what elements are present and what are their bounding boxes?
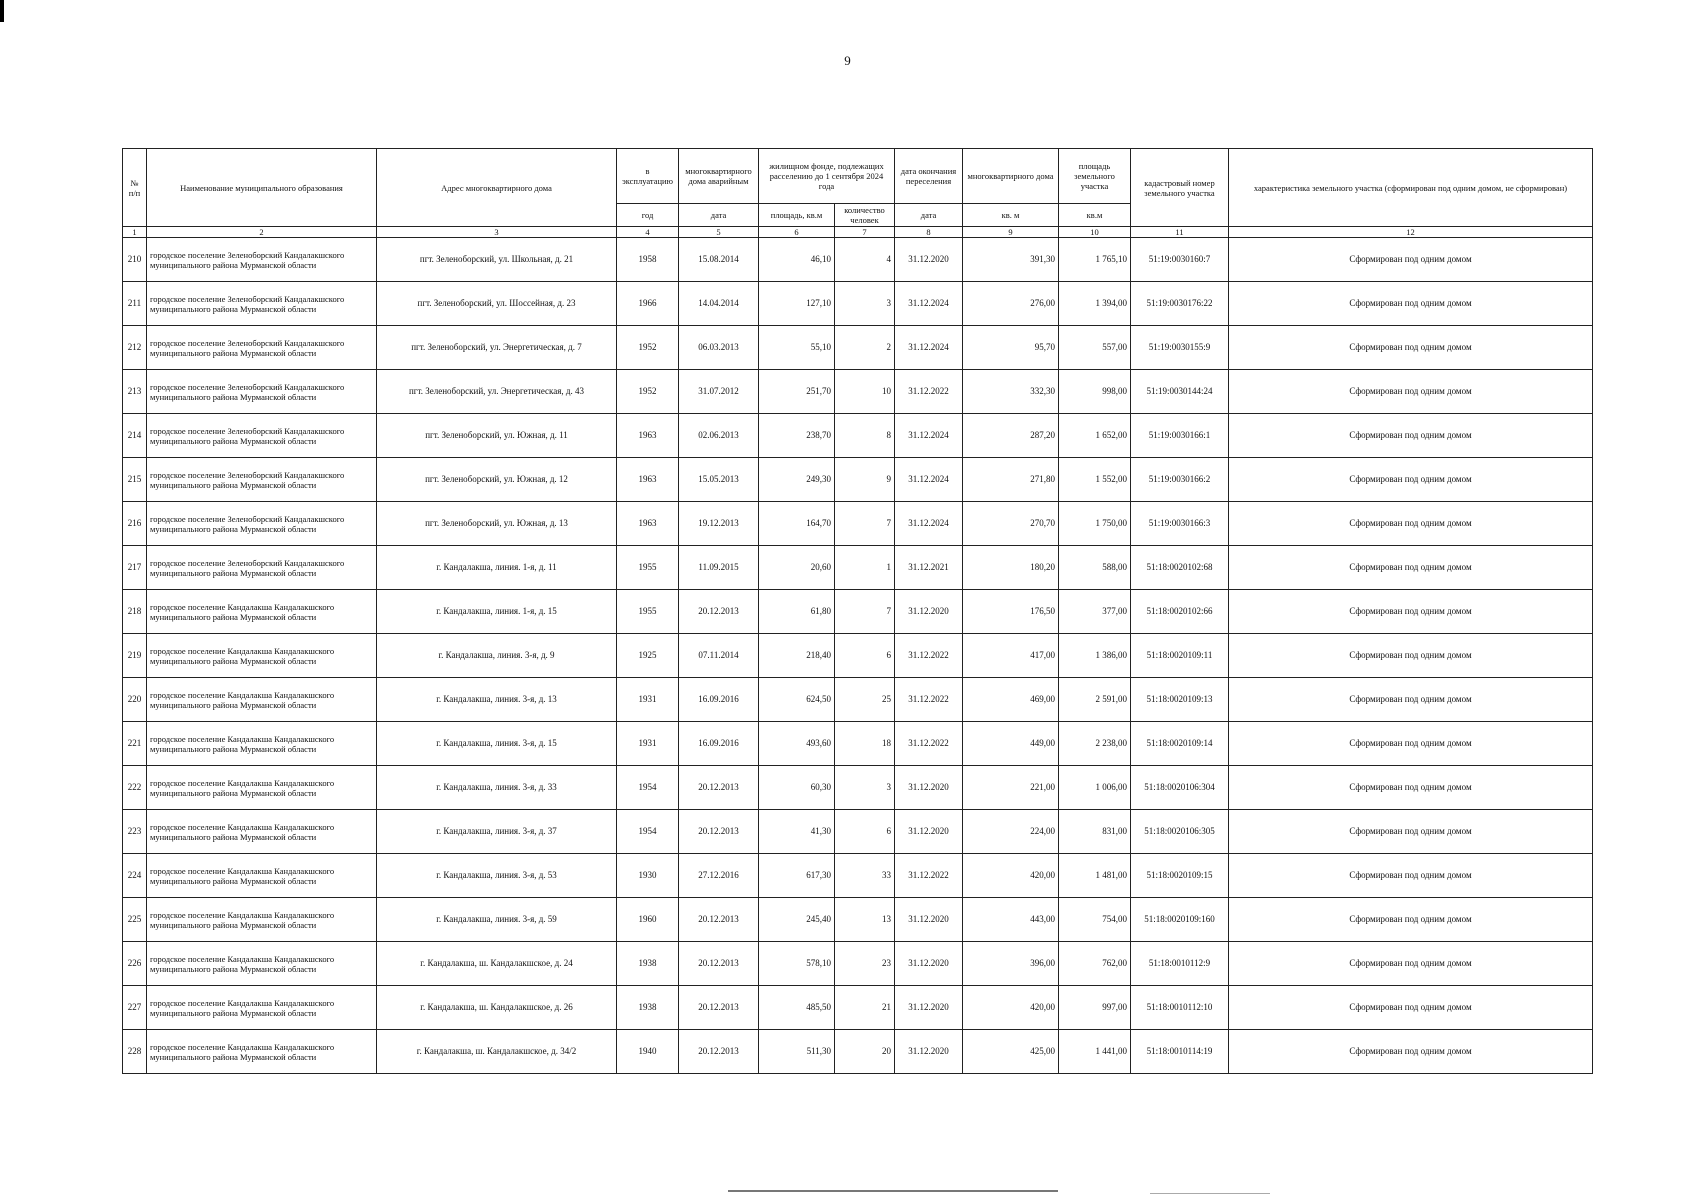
cadastral-number-cell: 51:18:0010112:10: [1131, 986, 1229, 1030]
resettlement-area-cell: 493,60: [759, 722, 835, 766]
land-area-cell: 1 552,00: [1059, 458, 1131, 502]
header-row: [123, 149, 1593, 204]
commissioning-year-cell: 1931: [617, 722, 679, 766]
plot-status-cell: Сформирован под одним домом: [1229, 238, 1593, 282]
resettlement-area-cell: 249,30: [759, 458, 835, 502]
address-cell: г. Кандалакша, линия. 3-я, д. 15: [377, 722, 617, 766]
house-area-cell: 443,00: [963, 898, 1059, 942]
municipality-cell: городское поселение Зеленоборский Кандалакшского муниципального района Мурманской области: [147, 238, 377, 282]
municipality-cell: городское поселение Зеленоборский Кандалакшского муниципального района Мурманской области: [147, 458, 377, 502]
plot-status-cell: Сформирован под одним домом: [1229, 634, 1593, 678]
land-area-cell: 1 394,00: [1059, 282, 1131, 326]
resettlement-area-cell: 245,40: [759, 898, 835, 942]
persons-count-cell: 7: [835, 502, 895, 546]
house-area-cell: 420,00: [963, 986, 1059, 1030]
persons-count-cell: 7: [835, 590, 895, 634]
house-area-cell: 176,50: [963, 590, 1059, 634]
column-number: 4: [617, 227, 679, 238]
header-land-area: площадь земельного участка: [1059, 149, 1131, 204]
cadastral-number-cell: 51:19:0030166:1: [1131, 414, 1229, 458]
resettlement-end-date-cell: 31.12.2022: [895, 854, 963, 898]
table-row: [123, 458, 1593, 502]
plot-status-cell: Сформирован под одним домом: [1229, 326, 1593, 370]
persons-count-cell: 25: [835, 678, 895, 722]
table-row: [123, 1030, 1593, 1074]
column-number: 2: [147, 227, 377, 238]
registry-body: [123, 227, 1593, 1074]
scan-artifact-line: [728, 1190, 1058, 1192]
column-number: 10: [1059, 227, 1131, 238]
land-area-cell: 377,00: [1059, 590, 1131, 634]
commissioning-year-cell: 1954: [617, 810, 679, 854]
column-number: 12: [1229, 227, 1593, 238]
land-area-cell: 1 750,00: [1059, 502, 1131, 546]
land-area-cell: 762,00: [1059, 942, 1131, 986]
resettlement-end-date-cell: 31.12.2022: [895, 678, 963, 722]
cadastral-number-cell: 51:18:0020109:11: [1131, 634, 1229, 678]
address-cell: г. Кандалакша, ш. Кандалакшское, д. 34/2: [377, 1030, 617, 1074]
municipality-cell: городское поселение Зеленоборский Кандалакшского муниципального района Мурманской области: [147, 326, 377, 370]
plot-status-cell: Сформирован под одним домом: [1229, 678, 1593, 722]
address-cell: г. Кандалакша, линия. 3-я, д. 59: [377, 898, 617, 942]
emergency-date-cell: 19.12.2013: [679, 502, 759, 546]
emergency-date-cell: 20.12.2013: [679, 810, 759, 854]
table-row: [123, 282, 1593, 326]
plot-status-cell: Сформирован под одним домом: [1229, 458, 1593, 502]
table-row: [123, 238, 1593, 282]
column-number-row: [123, 227, 1593, 238]
persons-count-cell: 10: [835, 370, 895, 414]
resettlement-end-date-cell: 31.12.2020: [895, 942, 963, 986]
commissioning-year-cell: 1960: [617, 898, 679, 942]
house-area-cell: 449,00: [963, 722, 1059, 766]
table-row: [123, 634, 1593, 678]
resettlement-end-date-cell: 31.12.2024: [895, 326, 963, 370]
header-no: № п/п: [123, 149, 147, 227]
table-row: [123, 590, 1593, 634]
plot-status-cell: Сформирован под одним домом: [1229, 502, 1593, 546]
address-cell: г. Кандалакша, линия. 1-я, д. 15: [377, 590, 617, 634]
row-number: 228: [123, 1030, 147, 1074]
commissioning-year-cell: 1958: [617, 238, 679, 282]
municipality-cell: городское поселение Кандалакша Кандалакшского муниципального района Мурманской области: [147, 898, 377, 942]
row-number: 227: [123, 986, 147, 1030]
cadastral-number-cell: 51:19:0030166:3: [1131, 502, 1229, 546]
house-area-cell: 271,80: [963, 458, 1059, 502]
subheader-year: год: [617, 204, 679, 227]
municipality-cell: городское поселение Зеленоборский Кандалакшского муниципального района Мурманской области: [147, 370, 377, 414]
header-resettlement: жилищном фонде, подлежащих расселению до 1 сентября 2024 года: [759, 149, 895, 204]
resettlement-end-date-cell: 31.12.2024: [895, 414, 963, 458]
resettlement-area-cell: 251,70: [759, 370, 835, 414]
resettlement-area-cell: 41,30: [759, 810, 835, 854]
address-cell: г. Кандалакша, ш. Кандалакшское, д. 24: [377, 942, 617, 986]
house-area-cell: 425,00: [963, 1030, 1059, 1074]
emergency-date-cell: 07.11.2014: [679, 634, 759, 678]
cadastral-number-cell: 51:19:0030176:22: [1131, 282, 1229, 326]
row-number: 217: [123, 546, 147, 590]
land-area-cell: 1 441,00: [1059, 1030, 1131, 1074]
land-area-cell: 588,00: [1059, 546, 1131, 590]
resettlement-area-cell: 511,30: [759, 1030, 835, 1074]
land-area-cell: 1 006,00: [1059, 766, 1131, 810]
address-cell: г. Кандалакша, линия. 3-я, д. 13: [377, 678, 617, 722]
cadastral-number-cell: 51:19:0030155:9: [1131, 326, 1229, 370]
persons-count-cell: 13: [835, 898, 895, 942]
resettlement-area-cell: 578,10: [759, 942, 835, 986]
scan-edge-mark: [0, 0, 4, 22]
resettlement-end-date-cell: 31.12.2020: [895, 898, 963, 942]
row-number: 218: [123, 590, 147, 634]
emergency-date-cell: 31.07.2012: [679, 370, 759, 414]
municipality-cell: городское поселение Кандалакша Кандалакшского муниципального района Мурманской области: [147, 942, 377, 986]
resettlement-end-date-cell: 31.12.2022: [895, 722, 963, 766]
commissioning-year-cell: 1952: [617, 326, 679, 370]
persons-count-cell: 3: [835, 282, 895, 326]
table-row: [123, 722, 1593, 766]
resettlement-end-date-cell: 31.12.2020: [895, 810, 963, 854]
table-row: [123, 766, 1593, 810]
plot-status-cell: Сформирован под одним домом: [1229, 282, 1593, 326]
subheader-date: дата: [679, 204, 759, 227]
table-row: [123, 898, 1593, 942]
address-cell: г. Кандалакша, линия. 3-я, д. 33: [377, 766, 617, 810]
column-number: 7: [835, 227, 895, 238]
house-area-cell: 417,00: [963, 634, 1059, 678]
resettlement-end-date-cell: 31.12.2020: [895, 590, 963, 634]
cadastral-number-cell: 51:18:0020102:66: [1131, 590, 1229, 634]
subheader-area: площадь, кв.м: [759, 204, 835, 227]
resettlement-area-cell: 164,70: [759, 502, 835, 546]
land-area-cell: 831,00: [1059, 810, 1131, 854]
column-number: 3: [377, 227, 617, 238]
emergency-date-cell: 20.12.2013: [679, 590, 759, 634]
row-number: 222: [123, 766, 147, 810]
address-cell: г. Кандалакша, линия. 3-я, д. 37: [377, 810, 617, 854]
resettlement-area-cell: 238,70: [759, 414, 835, 458]
emergency-date-cell: 14.04.2014: [679, 282, 759, 326]
emergency-date-cell: 20.12.2013: [679, 942, 759, 986]
header-house-area: многоквартирного дома: [963, 149, 1059, 204]
cadastral-number-cell: 51:18:0010114:19: [1131, 1030, 1229, 1074]
persons-count-cell: 2: [835, 326, 895, 370]
column-number: 8: [895, 227, 963, 238]
table-row: [123, 370, 1593, 414]
persons-count-cell: 6: [835, 634, 895, 678]
municipality-cell: городское поселение Кандалакша Кандалакшского муниципального района Мурманской области: [147, 986, 377, 1030]
commissioning-year-cell: 1963: [617, 458, 679, 502]
cadastral-number-cell: 51:19:0030160:7: [1131, 238, 1229, 282]
land-area-cell: 557,00: [1059, 326, 1131, 370]
municipality-cell: городское поселение Кандалакша Кандалакшского муниципального района Мурманской области: [147, 590, 377, 634]
house-area-cell: 391,30: [963, 238, 1059, 282]
resettlement-end-date-cell: 31.12.2024: [895, 458, 963, 502]
header-end-date: дата окончания переселения: [895, 149, 963, 204]
emergency-date-cell: 15.08.2014: [679, 238, 759, 282]
emergency-date-cell: 20.12.2013: [679, 986, 759, 1030]
plot-status-cell: Сформирован под одним домом: [1229, 546, 1593, 590]
persons-count-cell: 20: [835, 1030, 895, 1074]
table-row: [123, 942, 1593, 986]
commissioning-year-cell: 1955: [617, 546, 679, 590]
commissioning-year-cell: 1955: [617, 590, 679, 634]
cadastral-number-cell: 51:18:0020109:13: [1131, 678, 1229, 722]
house-area-cell: 332,30: [963, 370, 1059, 414]
row-number: 220: [123, 678, 147, 722]
subheader-persons: количество человек: [835, 204, 895, 227]
persons-count-cell: 21: [835, 986, 895, 1030]
emergency-date-cell: 06.03.2013: [679, 326, 759, 370]
house-area-cell: 287,20: [963, 414, 1059, 458]
resettlement-area-cell: 127,10: [759, 282, 835, 326]
plot-status-cell: Сформирован под одним домом: [1229, 722, 1593, 766]
address-cell: г. Кандалакша, линия. 3-я, д. 53: [377, 854, 617, 898]
address-cell: пгт. Зеленоборский, ул. Школьная, д. 21: [377, 238, 617, 282]
persons-count-cell: 9: [835, 458, 895, 502]
house-area-cell: 270,70: [963, 502, 1059, 546]
table-row: [123, 326, 1593, 370]
house-area-cell: 396,00: [963, 942, 1059, 986]
commissioning-year-cell: 1966: [617, 282, 679, 326]
municipality-cell: городское поселение Зеленоборский Кандалакшского муниципального района Мурманской области: [147, 546, 377, 590]
header-emergency: многоквартирного дома аварийным: [679, 149, 759, 204]
land-area-cell: 2 591,00: [1059, 678, 1131, 722]
cadastral-number-cell: 51:18:0020109:15: [1131, 854, 1229, 898]
column-number: 9: [963, 227, 1059, 238]
house-area-cell: 224,00: [963, 810, 1059, 854]
land-area-cell: 998,00: [1059, 370, 1131, 414]
commissioning-year-cell: 1938: [617, 986, 679, 1030]
resettlement-end-date-cell: 31.12.2020: [895, 986, 963, 1030]
municipality-cell: городское поселение Кандалакша Кандалакшского муниципального района Мурманской области: [147, 766, 377, 810]
header-address: Адрес многоквартирного дома: [377, 149, 617, 227]
resettlement-end-date-cell: 31.12.2020: [895, 238, 963, 282]
column-number: 6: [759, 227, 835, 238]
emergency-date-cell: 02.06.2013: [679, 414, 759, 458]
persons-count-cell: 3: [835, 766, 895, 810]
resettlement-end-date-cell: 31.12.2021: [895, 546, 963, 590]
header-municipality: Наименование муниципального образования: [147, 149, 377, 227]
commissioning-year-cell: 1925: [617, 634, 679, 678]
cadastral-number-cell: 51:18:0010112:9: [1131, 942, 1229, 986]
plot-status-cell: Сформирован под одним домом: [1229, 766, 1593, 810]
address-cell: пгт. Зеленоборский, ул. Южная, д. 13: [377, 502, 617, 546]
cadastral-number-cell: 51:18:0020106:304: [1131, 766, 1229, 810]
house-area-cell: 276,00: [963, 282, 1059, 326]
house-area-cell: 221,00: [963, 766, 1059, 810]
plot-status-cell: Сформирован под одним домом: [1229, 810, 1593, 854]
resettlement-end-date-cell: 31.12.2020: [895, 766, 963, 810]
municipality-cell: городское поселение Кандалакша Кандалакшского муниципального района Мурманской области: [147, 634, 377, 678]
land-area-cell: 1 481,00: [1059, 854, 1131, 898]
land-area-cell: 997,00: [1059, 986, 1131, 1030]
commissioning-year-cell: 1938: [617, 942, 679, 986]
persons-count-cell: 8: [835, 414, 895, 458]
persons-count-cell: 23: [835, 942, 895, 986]
row-number: 219: [123, 634, 147, 678]
commissioning-year-cell: 1952: [617, 370, 679, 414]
row-number: 215: [123, 458, 147, 502]
commissioning-year-cell: 1930: [617, 854, 679, 898]
table-row: [123, 678, 1593, 722]
resettlement-area-cell: 617,30: [759, 854, 835, 898]
address-cell: пгт. Зеленоборский, ул. Южная, д. 12: [377, 458, 617, 502]
cadastral-number-cell: 51:18:0020109:160: [1131, 898, 1229, 942]
row-number: 216: [123, 502, 147, 546]
housing-registry-table: [122, 148, 1593, 1074]
persons-count-cell: 18: [835, 722, 895, 766]
address-cell: пгт. Зеленоборский, ул. Южная, д. 11: [377, 414, 617, 458]
resettlement-area-cell: 55,10: [759, 326, 835, 370]
row-number: 226: [123, 942, 147, 986]
land-area-cell: 2 238,00: [1059, 722, 1131, 766]
table-row: [123, 810, 1593, 854]
persons-count-cell: 6: [835, 810, 895, 854]
plot-status-cell: Сформирован под одним домом: [1229, 590, 1593, 634]
scan-artifact-line: [1150, 1193, 1270, 1194]
row-number: 225: [123, 898, 147, 942]
plot-status-cell: Сформирован под одним домом: [1229, 370, 1593, 414]
page-number: 9: [844, 53, 851, 68]
subheader-end-date: дата: [895, 204, 963, 227]
table-row: [123, 854, 1593, 898]
commissioning-year-cell: 1931: [617, 678, 679, 722]
address-cell: г. Кандалакша, ш. Кандалакшское, д. 26: [377, 986, 617, 1030]
resettlement-end-date-cell: 31.12.2024: [895, 282, 963, 326]
house-area-cell: 180,20: [963, 546, 1059, 590]
row-number: 214: [123, 414, 147, 458]
resettlement-area-cell: 218,40: [759, 634, 835, 678]
cadastral-number-cell: 51:18:0020102:68: [1131, 546, 1229, 590]
plot-status-cell: Сформирован под одним домом: [1229, 414, 1593, 458]
house-area-cell: 95,70: [963, 326, 1059, 370]
land-area-cell: 1 765,10: [1059, 238, 1131, 282]
municipality-cell: городское поселение Кандалакша Кандалакшского муниципального района Мурманской области: [147, 854, 377, 898]
emergency-date-cell: 15.05.2013: [679, 458, 759, 502]
address-cell: г. Кандалакша, линия. 3-я, д. 9: [377, 634, 617, 678]
subheader-house-unit: кв. м: [963, 204, 1059, 227]
municipality-cell: городское поселение Кандалакша Кандалакшского муниципального района Мурманской области: [147, 678, 377, 722]
municipality-cell: городское поселение Зеленоборский Кандалакшского муниципального района Мурманской области: [147, 282, 377, 326]
resettlement-area-cell: 20,60: [759, 546, 835, 590]
resettlement-end-date-cell: 31.12.2022: [895, 634, 963, 678]
emergency-date-cell: 16.09.2016: [679, 678, 759, 722]
plot-status-cell: Сформирован под одним домом: [1229, 986, 1593, 1030]
row-number: 223: [123, 810, 147, 854]
commissioning-year-cell: 1954: [617, 766, 679, 810]
table-row: [123, 546, 1593, 590]
subheader-land-unit: кв.м: [1059, 204, 1131, 227]
plot-status-cell: Сформирован под одним домом: [1229, 1030, 1593, 1074]
land-area-cell: 1 386,00: [1059, 634, 1131, 678]
emergency-date-cell: 11.09.2015: [679, 546, 759, 590]
row-number: 224: [123, 854, 147, 898]
resettlement-end-date-cell: 31.12.2022: [895, 370, 963, 414]
land-area-cell: 1 652,00: [1059, 414, 1131, 458]
cadastral-number-cell: 51:19:0030144:24: [1131, 370, 1229, 414]
municipality-cell: городское поселение Кандалакша Кандалакшского муниципального района Мурманской области: [147, 810, 377, 854]
commissioning-year-cell: 1940: [617, 1030, 679, 1074]
land-area-cell: 754,00: [1059, 898, 1131, 942]
emergency-date-cell: 16.09.2016: [679, 722, 759, 766]
cadastral-number-cell: 51:18:0020106:305: [1131, 810, 1229, 854]
municipality-cell: городское поселение Зеленоборский Кандалакшского муниципального района Мурманской области: [147, 414, 377, 458]
header-plot: характеристика земельного участка (сформирован под одним домом, не сформирован): [1229, 149, 1593, 227]
address-cell: пгт. Зеленоборский, ул. Шоссейная, д. 23: [377, 282, 617, 326]
header-cadastral: кадастровый номер земельного участка: [1131, 149, 1229, 227]
address-cell: пгт. Зеленоборский, ул. Энергетическая, д. 43: [377, 370, 617, 414]
row-number: 213: [123, 370, 147, 414]
resettlement-area-cell: 46,10: [759, 238, 835, 282]
municipality-cell: городское поселение Кандалакша Кандалакшского муниципального района Мурманской области: [147, 722, 377, 766]
resettlement-area-cell: 624,50: [759, 678, 835, 722]
persons-count-cell: 33: [835, 854, 895, 898]
plot-status-cell: Сформирован под одним домом: [1229, 854, 1593, 898]
persons-count-cell: 4: [835, 238, 895, 282]
row-number: 211: [123, 282, 147, 326]
resettlement-end-date-cell: 31.12.2020: [895, 1030, 963, 1074]
address-cell: г. Кандалакша, линия. 1-я, д. 11: [377, 546, 617, 590]
table-row: [123, 986, 1593, 1030]
house-area-cell: 469,00: [963, 678, 1059, 722]
row-number: 212: [123, 326, 147, 370]
resettlement-end-date-cell: 31.12.2024: [895, 502, 963, 546]
column-number: 5: [679, 227, 759, 238]
emergency-date-cell: 20.12.2013: [679, 898, 759, 942]
commissioning-year-cell: 1963: [617, 502, 679, 546]
column-number: 11: [1131, 227, 1229, 238]
row-number: 210: [123, 238, 147, 282]
house-area-cell: 420,00: [963, 854, 1059, 898]
plot-status-cell: Сформирован под одним домом: [1229, 898, 1593, 942]
resettlement-area-cell: 61,80: [759, 590, 835, 634]
header-commissioning: в эксплуатацию: [617, 149, 679, 204]
column-number: 1: [123, 227, 147, 238]
emergency-date-cell: 27.12.2016: [679, 854, 759, 898]
commissioning-year-cell: 1963: [617, 414, 679, 458]
resettlement-area-cell: 60,30: [759, 766, 835, 810]
resettlement-area-cell: 485,50: [759, 986, 835, 1030]
table-row: [123, 414, 1593, 458]
emergency-date-cell: 20.12.2013: [679, 1030, 759, 1074]
cadastral-number-cell: 51:18:0020109:14: [1131, 722, 1229, 766]
emergency-date-cell: 20.12.2013: [679, 766, 759, 810]
persons-count-cell: 1: [835, 546, 895, 590]
table-row: [123, 502, 1593, 546]
address-cell: пгт. Зеленоборский, ул. Энергетическая, д. 7: [377, 326, 617, 370]
municipality-cell: городское поселение Зеленоборский Кандалакшского муниципального района Мурманской области: [147, 502, 377, 546]
cadastral-number-cell: 51:19:0030166:2: [1131, 458, 1229, 502]
plot-status-cell: Сформирован под одним домом: [1229, 942, 1593, 986]
row-number: 221: [123, 722, 147, 766]
municipality-cell: городское поселение Кандалакша Кандалакшского муниципального района Мурманской области: [147, 1030, 377, 1074]
